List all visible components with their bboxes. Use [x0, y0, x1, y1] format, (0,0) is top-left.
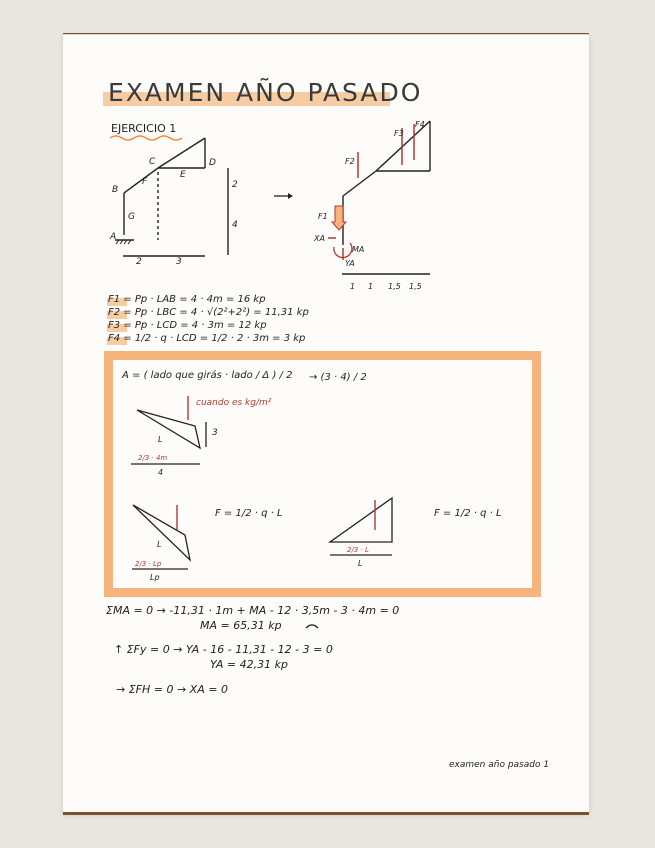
fb-f3: F3: [394, 129, 404, 138]
eq-moment-1: ΣMA = 0 → -11,31 · 1m + MA - 12 · 3,5m - 3 · 4m = 0: [106, 604, 400, 617]
fb-dim-15a: 1,5: [388, 282, 401, 291]
arrow-head: [288, 193, 293, 199]
label-e: E: [180, 170, 186, 180]
note-formula-right: F = 1/2 · q · L: [434, 508, 502, 519]
fb-ya: YA: [345, 259, 355, 268]
dim-2: 2: [136, 257, 142, 267]
dim-right-2: 2: [232, 180, 238, 190]
fig1-l-label: L: [158, 435, 163, 444]
fb-ma: MA: [352, 245, 365, 254]
force-eq-4: F4 = 1/2 · q · LCD = 1/2 · 2 · 3m = 3 kp: [108, 333, 306, 344]
member-bc: [124, 168, 158, 193]
note-box: [104, 351, 541, 597]
fb-dim-1a: 1: [350, 282, 356, 291]
force-arrows: [328, 124, 414, 260]
exercise-underline: [110, 136, 182, 140]
eq-fy-1: ↑ ΣFy = 0 → YA - 16 - 11,31 - 12 - 3 = 0: [114, 643, 333, 656]
structure-sketch: [115, 138, 228, 256]
fb-f2: F2: [345, 157, 355, 166]
note-annotation: cuando es kg/m²: [196, 398, 272, 408]
note-formula-mid: F = 1/2 · q · L: [215, 508, 283, 519]
load-top: [158, 138, 205, 168]
page-footer: examen año pasado 1: [449, 760, 550, 770]
fb-dim-15b: 1,5: [409, 282, 422, 291]
label-c: C: [149, 157, 156, 167]
f1-arrow: [332, 206, 346, 230]
label-f: F: [142, 177, 148, 187]
note-formula-b: → (3 · 4) / 2: [309, 372, 367, 383]
page-title: EXAMEN AÑO PASADO: [108, 78, 423, 107]
label-d: D: [209, 158, 216, 168]
label-b: B: [112, 185, 119, 195]
force-eq-2: F2 = Pp · LBC = 4 · √(2²+2²) = 11,31 kp: [108, 307, 309, 318]
note-formula-a: A = ( lado que girás · lado / Δ ) / 2: [122, 370, 293, 381]
eq-moment-2: MA = 65,31 kp: [200, 619, 282, 632]
fig1-dim-b-label: 4: [158, 468, 164, 477]
label-g: G: [128, 212, 135, 222]
dim-3: 3: [176, 257, 182, 267]
fig2-dim-a-label: 2/3 · Lp: [135, 560, 162, 568]
force-eq-1: F1 = Pp · LAB = 4 · 4m = 16 kp: [108, 294, 266, 305]
fig2-dim-b-label: Lp: [150, 573, 160, 582]
fig2-l-label: L: [157, 540, 162, 549]
moment-arrow: [306, 625, 318, 628]
eq-fy-2: YA = 42,31 kp: [210, 658, 288, 671]
fb-f1: F1: [318, 212, 328, 221]
fb-dim-1b: 1: [368, 282, 374, 291]
label-a: A: [110, 232, 117, 242]
exercise-heading: EJERCICIO 1: [111, 122, 177, 135]
fig3-dim-a-label: 2/3 · L: [347, 546, 369, 554]
force-eq-3: F3 = Pp · LCD = 4 · 3m = 12 kp: [108, 320, 267, 331]
fig3-dim-b-label: L: [358, 559, 363, 568]
fb-f4: F4: [415, 120, 425, 129]
fig1-dim-v-label: 3: [212, 428, 218, 438]
dim-right-4: 4: [232, 220, 238, 230]
fb-member-bc: [343, 171, 376, 196]
eq-fx: → ΣFH = 0 → XA = 0: [116, 683, 228, 696]
fig1-dim-a-label: 2/3 · 4m: [138, 454, 168, 462]
fb-xa: XA: [314, 234, 325, 243]
